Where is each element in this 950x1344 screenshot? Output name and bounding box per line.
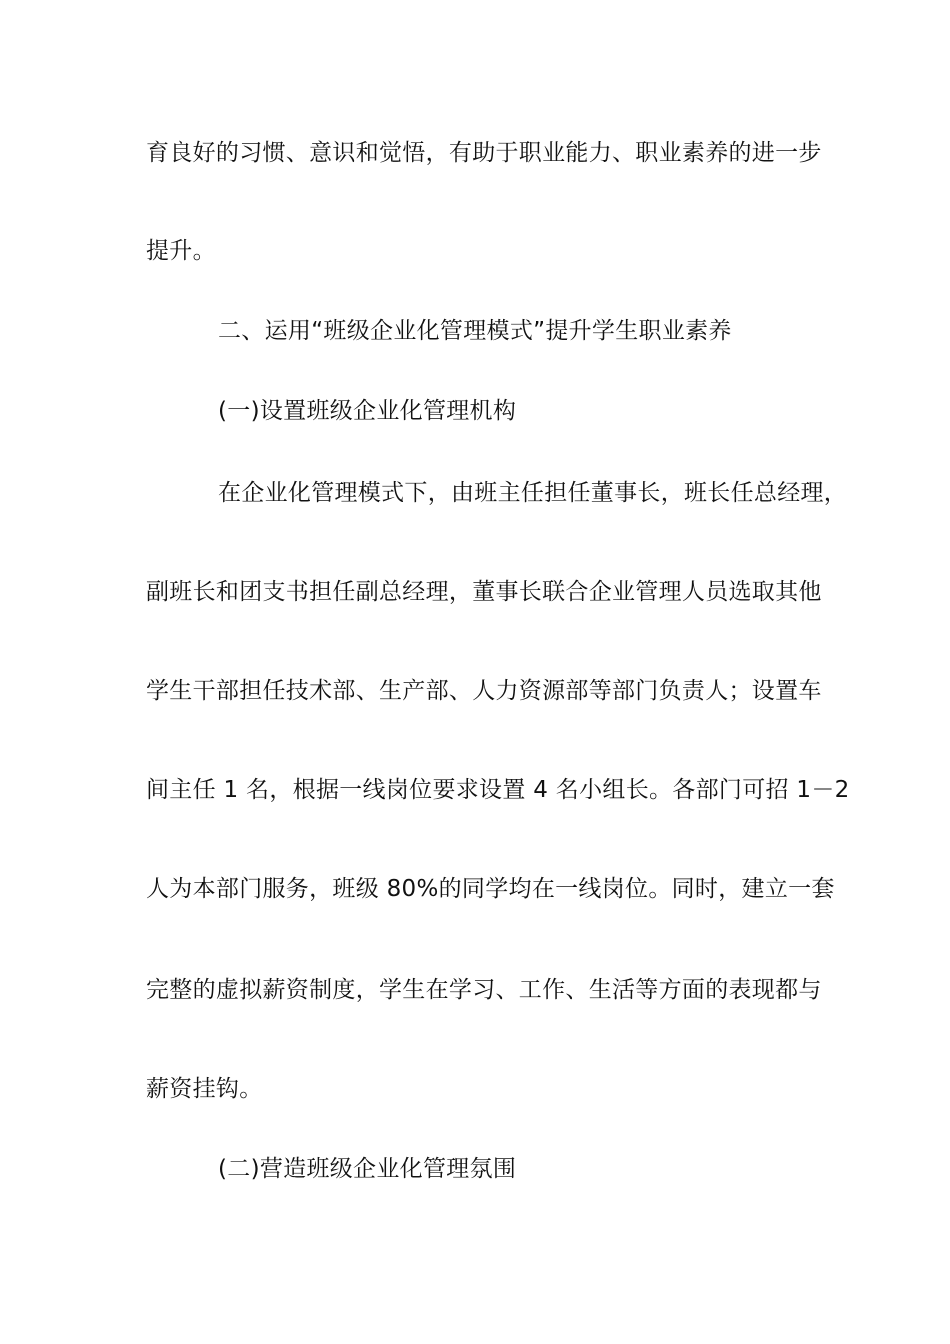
- paragraph-line: 学生干部担任技术部、生产部、人力资源部等部门负责人；设置车: [146, 678, 822, 704]
- paragraph-line: 间主任 1 名，根据一线岗位要求设置 4 名小组长。各部门可招 1－2: [146, 777, 850, 803]
- paragraph-line: 育良好的习惯、意识和觉悟，有助于职业能力、职业素养的进一步: [146, 140, 822, 166]
- paragraph-line: 完整的虚拟薪资制度，学生在学习、工作、生活等方面的表现都与: [146, 977, 822, 1003]
- paragraph-line: 副班长和团支书担任副总经理，董事长联合企业管理人员选取其他: [146, 579, 822, 605]
- paragraph-line: 提升。: [146, 238, 216, 264]
- section-heading: 二、运用“班级企业化管理模式”提升学生职业素养: [218, 318, 732, 344]
- paragraph-line: 人为本部门服务，班级 80%的同学均在一线岗位。同时，建立一套: [146, 876, 835, 902]
- paragraph-line: 在企业化管理模式下，由班主任担任董事长，班长任总经理，: [218, 480, 848, 506]
- paragraph-line: 薪资挂钩。: [146, 1076, 263, 1102]
- subsection-heading: (一)设置班级企业化管理机构: [218, 398, 517, 424]
- subsection-heading: (二)营造班级企业化管理氛围: [218, 1156, 517, 1182]
